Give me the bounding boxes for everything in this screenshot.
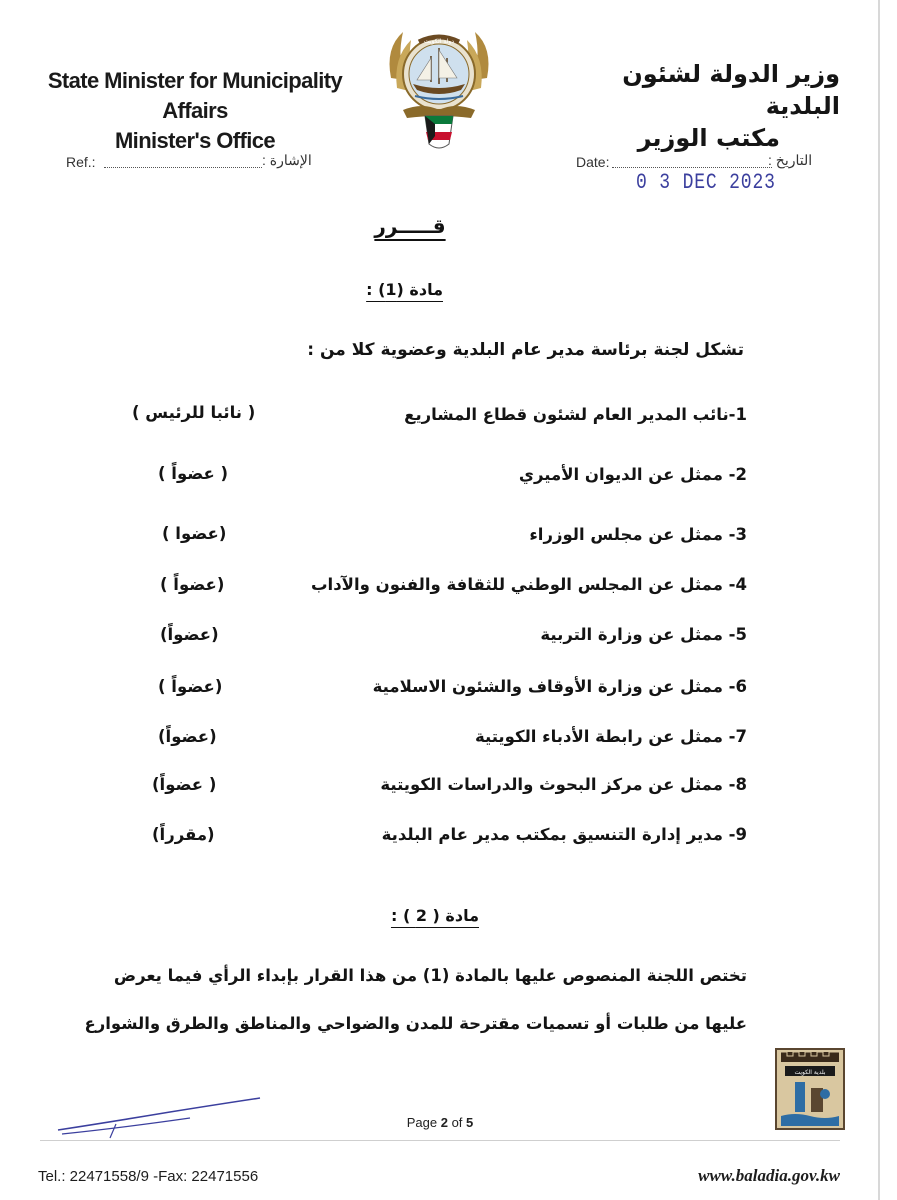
footer-divider xyxy=(40,1140,840,1141)
page-edge xyxy=(878,0,880,1200)
footer-contact: Tel.: 22471558/9 -Fax: 22471556 xyxy=(38,1168,259,1185)
kuwait-emblem-icon xyxy=(383,18,495,163)
member-6-text: 6- ممثل عن وزارة الأوقاف والشئون الاسلامية xyxy=(372,677,747,696)
member-8-text: 8- ممثل عن مركز البحوث والدراسات الكويتية xyxy=(380,775,747,794)
date-stamp: 0 3 DEC 2023 xyxy=(636,170,776,195)
member-3-text: 3- ممثل عن مجلس الوزراء xyxy=(529,525,747,544)
member-6-role: (عضواً ) xyxy=(158,677,223,696)
member-1-text: 1-نائب المدير العام لشئون قطاع المشاريع xyxy=(404,405,747,424)
member-7-text: 7- ممثل عن رابطة الأدباء الكويتية xyxy=(474,727,747,746)
member-2-text: 2- ممثل عن الديوان الأميري xyxy=(518,465,747,484)
page-number xyxy=(360,1115,520,1130)
member-4-text: 4- ممثل عن المجلس الوطني للثقافة والفنون والآداب xyxy=(310,575,747,594)
arabic-letterhead-line1: وزير الدولة لشئون البلدية xyxy=(622,60,840,120)
article-1-title: مادة (1) : xyxy=(366,280,443,299)
logo-caption: بلدية الكويت xyxy=(794,1069,826,1076)
article-2-title: مادة ( 2 ) : xyxy=(390,906,479,925)
kuwait-municipality-logo-icon xyxy=(775,1048,845,1130)
member-5-text: 5- ممثل عن وزارة التربية xyxy=(540,625,747,644)
footer-website: www.baladia.gov.kw xyxy=(698,1166,840,1185)
page-of: of xyxy=(451,1115,463,1130)
english-letterhead-line1: State Minister for Municipality Affairs xyxy=(47,68,343,123)
member-2-role: ( عضواً ) xyxy=(158,464,229,483)
member-9-text: 9- مدير إدارة التنسيق بمكتب مدير عام البلدية xyxy=(381,825,747,844)
member-7-role: (عضواً) xyxy=(158,727,217,746)
member-9-role: (مقرراً) xyxy=(152,825,215,844)
arabic-letterhead-line2: مكتب الوزير xyxy=(637,124,780,152)
date-dotted-line xyxy=(612,167,772,168)
page-label: Page xyxy=(406,1115,438,1130)
signature-icon xyxy=(50,1088,280,1148)
article-2-line-1: تختص اللجنة المنصوص عليها بالمادة (1) من هذا القرار بإبداء الرأي فيما يعرض xyxy=(113,966,747,985)
arabic-letterhead xyxy=(540,58,840,154)
date-label: Date: xyxy=(576,154,610,170)
member-5-role: (عضواً) xyxy=(160,625,219,644)
ref-label: Ref.: xyxy=(66,154,96,170)
member-4-role: (عضواً ) xyxy=(160,575,225,594)
date-label-arabic: التاريخ : xyxy=(768,152,813,168)
emblem-caption: دولة الكويت xyxy=(424,38,454,45)
english-letterhead-line2: Minister's Office xyxy=(114,128,276,153)
english-letterhead xyxy=(20,66,370,156)
article-1-intro: تشكل لجنة برئاسة مدير عام البلدية وعضوية كلا من : xyxy=(307,340,744,360)
decision-title: قـــــرر xyxy=(374,214,446,238)
article-2-line-2: عليها من طلبات أو تسميات مقترحة للمدن والضواحي والمناطق والطرق والشوارع xyxy=(84,1014,747,1033)
page-total: 5 xyxy=(466,1115,474,1130)
ref-dotted-line xyxy=(104,167,262,168)
member-3-role: (عضوا ) xyxy=(162,524,227,543)
member-1-role: ( نائبا للرئيس ) xyxy=(132,403,256,422)
member-8-role: ( عضواً) xyxy=(152,775,217,794)
ref-label-arabic: الإشارة : xyxy=(262,152,312,168)
page-current: 2 xyxy=(440,1115,448,1130)
